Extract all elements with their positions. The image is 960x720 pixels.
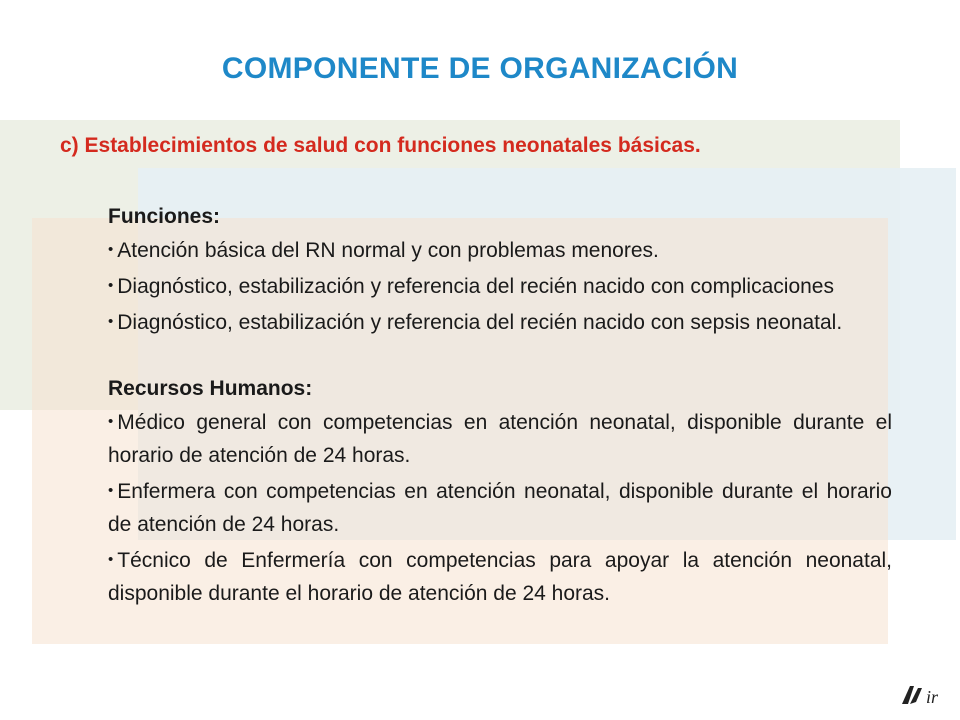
content-body bbox=[108, 200, 892, 612]
list-item bbox=[108, 233, 892, 267]
bullet-icon: • bbox=[108, 277, 114, 294]
bullet-icon: • bbox=[108, 551, 114, 568]
list-item-text: Enfermera con competencias en atención neonatal, disponible durante el horario de atención de 24 horas. bbox=[108, 480, 892, 536]
list-item bbox=[108, 269, 892, 303]
bullet-icon: • bbox=[108, 413, 114, 430]
organization-logo-icon bbox=[900, 680, 952, 708]
list-item-text: Médico general con competencias en atención neonatal, disponible durante el horario de atención de 24 horas. bbox=[108, 411, 892, 467]
bullet-icon: • bbox=[108, 241, 114, 258]
section-subtitle: c) Establecimientos de salud con funciones neonatales básicas. bbox=[60, 134, 701, 157]
list-item bbox=[108, 474, 892, 541]
list-item bbox=[108, 405, 892, 472]
bullet-icon: • bbox=[108, 313, 114, 330]
section-spacer bbox=[108, 341, 892, 372]
section-heading-recursos-humanos: Recursos Humanos: bbox=[108, 377, 313, 400]
list-item-text: Diagnóstico, estabilización y referencia del recién nacido con sepsis neonatal. bbox=[117, 311, 843, 334]
list-item bbox=[108, 543, 892, 610]
list-item-text: Atención básica del RN normal y con problemas menores. bbox=[117, 239, 659, 262]
page-title: COMPONENTE DE ORGANIZACIÓN bbox=[221, 52, 739, 85]
bullet-icon: • bbox=[108, 482, 114, 499]
list-item bbox=[108, 305, 892, 339]
logo-text: ir bbox=[926, 687, 939, 707]
list-item-text: Diagnóstico, estabilización y referencia del recién nacido con complicaciones bbox=[117, 275, 834, 298]
list-item-text: Técnico de Enfermería con competencias para apoyar la atención neonatal, disponible durante el horario de atención de 24 horas. bbox=[108, 549, 892, 605]
section-heading-funciones: Funciones: bbox=[108, 205, 221, 228]
